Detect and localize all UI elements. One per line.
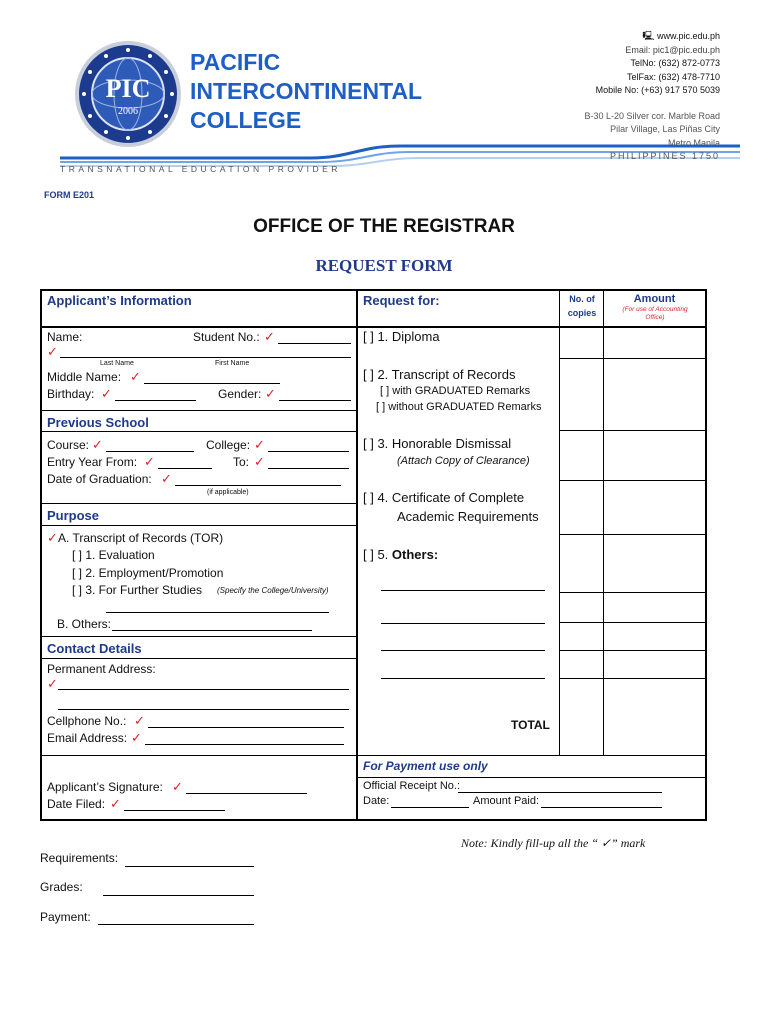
divider [559, 678, 705, 679]
divider [356, 777, 706, 778]
seal-year: 2006 [118, 106, 138, 117]
amount-note: (For use of Accounting Office) [622, 306, 688, 321]
requirements-label: Requirements: [40, 851, 119, 865]
divider [40, 525, 357, 526]
student-no-label: Student No.: [193, 330, 260, 344]
college-seal [74, 40, 182, 148]
mobile: Mobile No: (+63) 917 570 5039 [595, 85, 720, 95]
required-check-mark: ✓ [47, 344, 58, 359]
website-row [584, 30, 720, 44]
purpose-employment[interactable]: [ ] 2. Employment/Promotion [72, 566, 224, 580]
name-label: Name: [47, 330, 83, 344]
address-line-4: PHILIPPINES 1750 [609, 151, 720, 161]
if-applicable-caption: (if applicable) [207, 489, 249, 496]
school-name [190, 48, 422, 135]
seal-text: PIC [105, 74, 151, 103]
table-bottom-border [40, 819, 706, 821]
others-field-line-1[interactable] [381, 590, 545, 591]
fill-up-note: Note: Kindly fill-up all the “ ✓” mark [461, 836, 646, 850]
middle-name-label: Middle Name: [47, 370, 122, 384]
request-tor[interactable]: [ ] 2. Transcript of Records [363, 367, 516, 382]
school-name-line-2: INTERCONTINENTAL [190, 78, 423, 104]
cellphone-field[interactable] [148, 727, 344, 728]
divider [559, 358, 705, 359]
request-tor-graduated[interactable]: [ ] with GRADUATED Remarks [380, 385, 531, 397]
address-field-line-2[interactable] [58, 709, 349, 710]
request-others[interactable] [363, 547, 438, 562]
to-label: To: [233, 455, 250, 469]
honorable-dismissal-note: (Attach Copy of Clearance) [397, 455, 530, 467]
graduation-date-field[interactable] [175, 485, 341, 486]
others-field-line-4[interactable] [381, 678, 545, 679]
purpose-tor: A. Transcript of Records (TOR) [58, 531, 224, 545]
computer-icon: 🖳 [642, 31, 655, 41]
email-label: Email Address: [47, 731, 128, 745]
request-tor-not-graduated[interactable]: [ ] without GRADUATED Remarks [376, 401, 542, 413]
divider [559, 592, 705, 593]
to-year-field[interactable] [268, 468, 349, 469]
contact-block [584, 30, 720, 164]
purpose-others-label: B. Others: [57, 617, 112, 631]
school-name-line-3: COLLEGE [190, 107, 302, 133]
grades-field[interactable] [103, 895, 254, 896]
required-check-mark: ✓ [144, 454, 155, 469]
divider [40, 410, 357, 411]
further-studies-field[interactable] [106, 612, 329, 613]
address-field-line-1[interactable] [58, 689, 349, 690]
course-label: Course: [47, 438, 90, 452]
divider [40, 658, 357, 659]
email-field[interactable] [145, 744, 344, 745]
payment-label: Payment: [40, 910, 91, 924]
college-field[interactable] [268, 451, 349, 452]
divider [559, 430, 705, 431]
applicant-signature-label: Applicant’s Signature: [47, 780, 163, 794]
address-line-1: B-30 L-20 Silver cor. Marble Road [584, 110, 720, 121]
website[interactable]: www.pic.edu.ph [656, 31, 720, 41]
course-field[interactable] [106, 451, 194, 452]
divider [40, 431, 357, 432]
others-field-line-3[interactable] [381, 650, 545, 651]
divider [356, 326, 706, 328]
divider [40, 636, 357, 637]
divider [559, 622, 705, 623]
table-left-border [40, 289, 42, 821]
telfax: TelFax: (632) 478-7710 [626, 71, 720, 82]
amount-paid-field[interactable] [541, 807, 662, 808]
birthday-label: Birthday: [47, 387, 95, 401]
date-filed-label: Date Filed: [47, 797, 106, 811]
payment-field[interactable] [98, 924, 254, 925]
required-check-mark: ✓ [265, 386, 276, 401]
permanent-address-label: Permanent Address: [47, 662, 156, 676]
others-bracket: [ ] 5. [363, 547, 389, 562]
request-certificate[interactable]: [ ] 4. Certificate of Complete [363, 490, 525, 505]
school-name-line-1: PACIFIC [190, 49, 281, 75]
required-check-mark: ✓ [161, 471, 172, 486]
payment-date-label: Date: [363, 795, 390, 807]
purpose-heading: Purpose [47, 508, 100, 523]
others-field-line-2[interactable] [381, 623, 545, 624]
cellphone-label: Cellphone No.: [47, 714, 127, 728]
last-name-caption: Last Name [100, 360, 134, 367]
signature-field[interactable] [186, 793, 307, 794]
address-line-3: Metro Manila [667, 137, 720, 148]
divider [40, 503, 357, 504]
copies-header: No. of copies [567, 294, 597, 318]
payment-heading: For Payment use only [363, 759, 488, 773]
email-contact: Email: pic1@pic.edu.ph [625, 44, 720, 55]
required-check-mark: ✓ [47, 530, 58, 545]
telno: TelNo: (632) 872-0773 [630, 58, 720, 68]
middle-name-field[interactable] [144, 383, 280, 384]
required-check-mark: ✓ [134, 713, 145, 728]
gender-field[interactable] [279, 400, 351, 401]
required-check-mark: ✓ [101, 386, 112, 401]
college-label: College: [206, 438, 251, 452]
address-line-2: Pilar Village, Las Piñas City [610, 124, 720, 134]
name-field[interactable] [60, 357, 351, 358]
amount-paid-label: Amount Paid: [473, 795, 540, 807]
entry-year-label: Entry Year From: [47, 455, 138, 469]
grades-label: Grades: [40, 880, 83, 894]
table-top-border [40, 289, 706, 291]
others-label: Others: [391, 547, 439, 562]
divider [356, 755, 706, 756]
first-name-caption: First Name [215, 360, 250, 367]
requirements-field[interactable] [125, 866, 254, 867]
form-title: REQUEST FORM [315, 256, 453, 275]
office-title: OFFICE OF THE REGISTRAR [253, 216, 515, 237]
divider [559, 534, 705, 535]
required-check-mark: ✓ [264, 329, 275, 344]
receipt-field[interactable] [458, 792, 662, 793]
required-check-mark: ✓ [254, 437, 265, 452]
previous-school-heading: Previous School [47, 415, 149, 430]
student-no-field[interactable] [278, 343, 351, 344]
required-check-mark: ✓ [131, 730, 142, 745]
total-label: TOTAL [511, 718, 550, 732]
divider [40, 326, 357, 328]
divider [559, 480, 705, 481]
request-certificate-line-2: Academic Requirements [397, 509, 539, 524]
divider [559, 650, 705, 651]
required-check-mark: ✓ [47, 676, 58, 691]
purpose-evaluation[interactable]: [ ] 1. Evaluation [72, 548, 155, 562]
birthday-field[interactable] [115, 400, 196, 401]
divider [40, 755, 357, 756]
required-check-mark: ✓ [110, 796, 121, 811]
tagline: TRANSNATIONAL EDUCATION PROVIDER [60, 164, 341, 174]
applicant-info-heading: Applicant’s Information [47, 293, 192, 308]
contact-details-heading: Contact Details [47, 641, 142, 656]
further-studies-note: (Specify the College/University) [217, 586, 329, 595]
required-check-mark: ✓ [254, 454, 265, 469]
table-middle-divider [356, 289, 358, 821]
graduation-label: Date of Graduation: [47, 472, 152, 486]
required-check-mark: ✓ [130, 369, 141, 384]
payment-date-field[interactable] [391, 807, 469, 808]
gender-label: Gender: [218, 387, 262, 401]
required-check-mark: ✓ [172, 779, 183, 794]
receipt-label: Official Receipt No.: [363, 780, 461, 792]
amount-header: Amount [633, 293, 676, 305]
date-filed-field[interactable] [124, 810, 225, 811]
purpose-others-field[interactable] [112, 630, 312, 631]
request-honorable-dismissal[interactable]: [ ] 3. Honorable Dismissal [363, 436, 512, 451]
form-code: FORM E201 [44, 190, 95, 200]
request-for-heading: Request for: [363, 293, 440, 308]
purpose-further-studies[interactable]: [ ] 3. For Further Studies [72, 583, 203, 597]
entry-year-field[interactable] [158, 468, 212, 469]
table-right-border [705, 289, 707, 821]
required-check-mark: ✓ [92, 437, 103, 452]
request-diploma[interactable]: [ ] 1. Diploma [363, 329, 440, 344]
